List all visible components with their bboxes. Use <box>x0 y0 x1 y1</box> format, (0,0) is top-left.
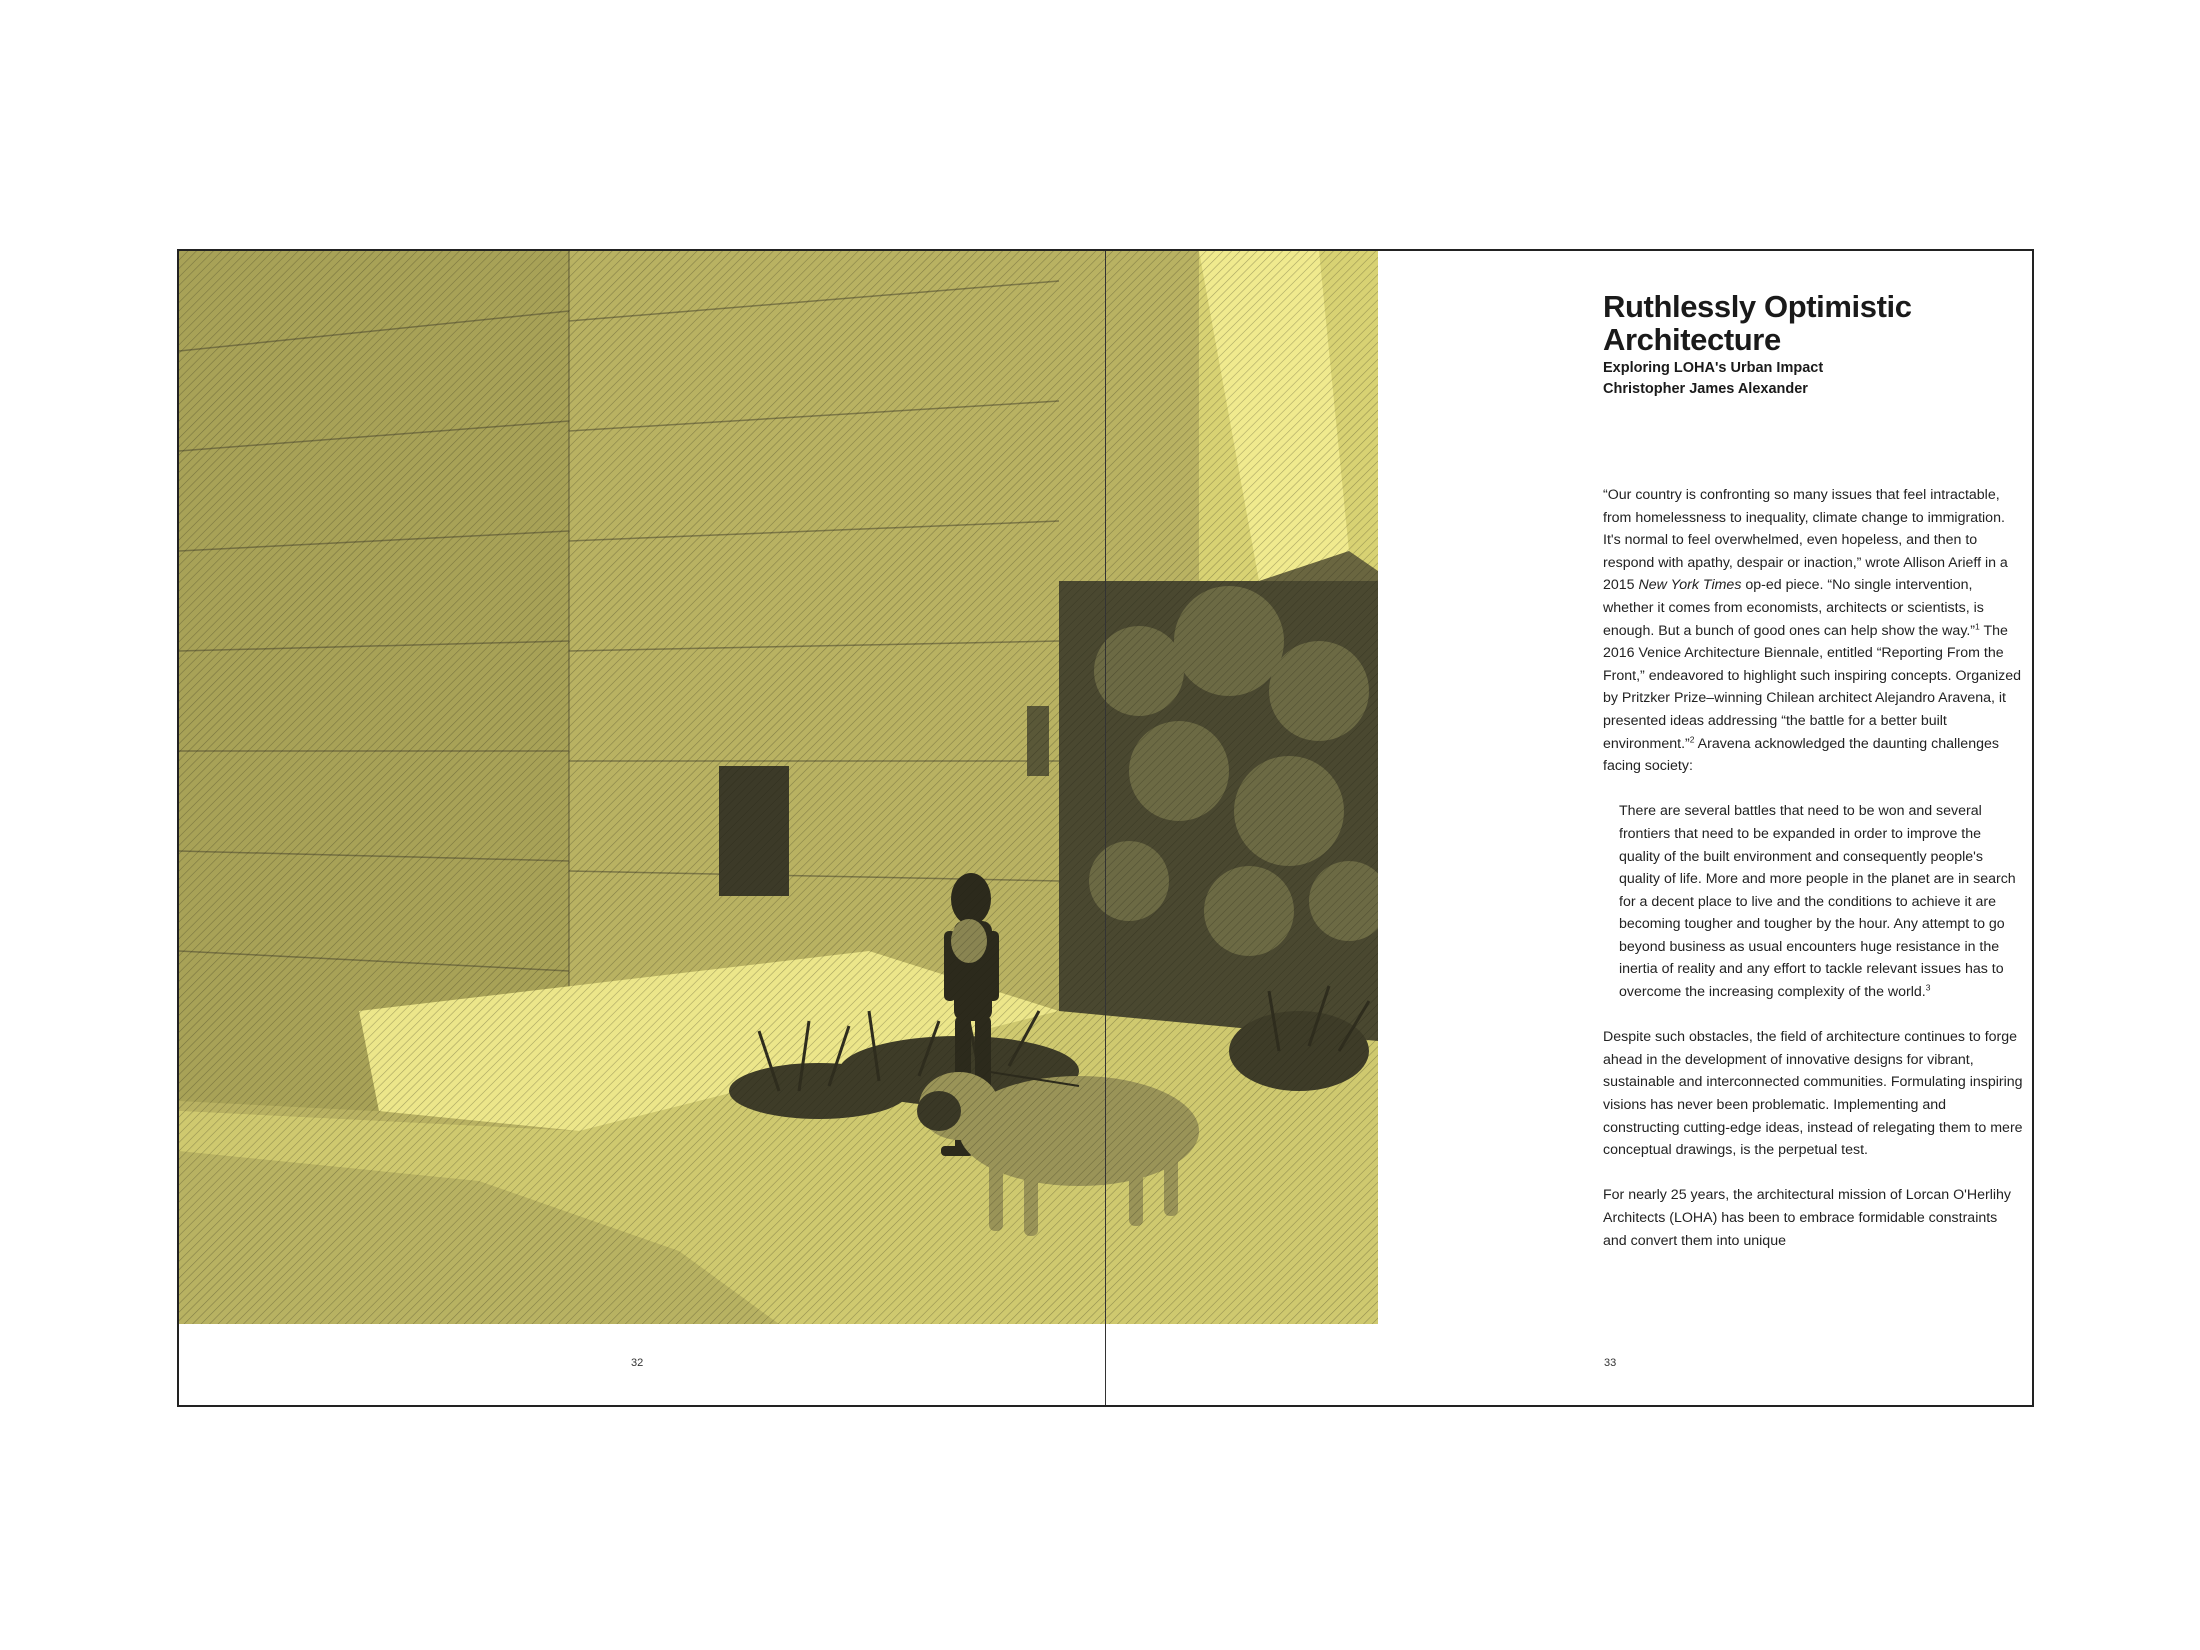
title-line-1: Ruthlessly Optimistic <box>1603 289 1912 324</box>
footnote-ref-3: 3 <box>1925 982 1931 993</box>
article-column <box>1603 290 2023 1275</box>
body-paragraph-2: Despite such obstacles, the field of architecture continues to forge ahead in the development of innovative designs for vibrant, sustainable and interconnected communities. Formulating inspiring visions has never been problematic. Implementing and constructing cutting-edge ideas, instead of relegating them to mere conceptual drawings, is the perpetual test. <box>1603 1029 2023 1159</box>
architecture-photo <box>179 251 1378 1324</box>
article-body <box>1603 484 2023 1252</box>
body-paragraph-3: For nearly 25 years, the architectural mission of Lorcan O'Herlihy Architects (LOHA) has been to embrace formidable constraints and convert them into unique <box>1603 1187 2012 1249</box>
paragraph-1-part-4: Aravena acknowledged the daunting challenges facing society: <box>1603 735 1999 775</box>
paragraph-1-part-3: The 2016 Venice Architecture Biennale, entitled “Reporting From the Front,” endeavored to highlight such inspiring concepts. Organized by Pritzker Prize–winning Chilean architect Alejandro Aravena, it presented ideas addressing “the battle for a better built environment.” <box>1603 622 2021 752</box>
paragraph-1-part-2: op-ed piece. “No single intervention, whether it comes from economists, architects or scientists, is enough. But a bunch of good ones can help show the way.” <box>1603 577 1984 639</box>
book-spread <box>177 249 2034 1407</box>
block-quote <box>1619 800 2023 1003</box>
article-author: Christopher James Alexander <box>1603 381 1808 397</box>
page-number-right: 33 <box>1604 1357 1617 1369</box>
book-spine <box>1105 251 1106 1405</box>
body-paragraph-1 <box>1603 484 2023 778</box>
footnote-ref-1: 1 <box>1975 620 1980 631</box>
paragraph-1-part-1: “Our country is confronting so many issues that feel intractable, from homelessness to inequality, climate change to immigration. It's normal to feel overwhelmed, even hopeless, and then to respond with apathy, despair or inaction,” wrote Allison Arieff in a 2015 <box>1603 487 2008 594</box>
article-subtitle: Exploring LOHA's Urban Impact <box>1603 360 1824 376</box>
title-line-2: Architecture <box>1603 322 1781 357</box>
article-title <box>1603 290 2023 356</box>
newspaper-title: New York Times <box>1638 577 1742 594</box>
block-quote-text: There are several battles that need to be won and several frontiers that need to be expanded in order to improve the quality of the built environment and consequently people's quality of life. More and more people in the planet are in search for a decent place to live and the conditions to achieve it are becoming tougher and tougher by the hour. Any attempt to go beyond business as usual encounters huge resistance in the inertia of reality and any effort to tackle relevant issues has to overcome the increasing complexity of the world. <box>1619 803 2016 1001</box>
footnote-ref-2: 2 <box>1689 733 1695 744</box>
page-number-left: 32 <box>631 1357 644 1369</box>
